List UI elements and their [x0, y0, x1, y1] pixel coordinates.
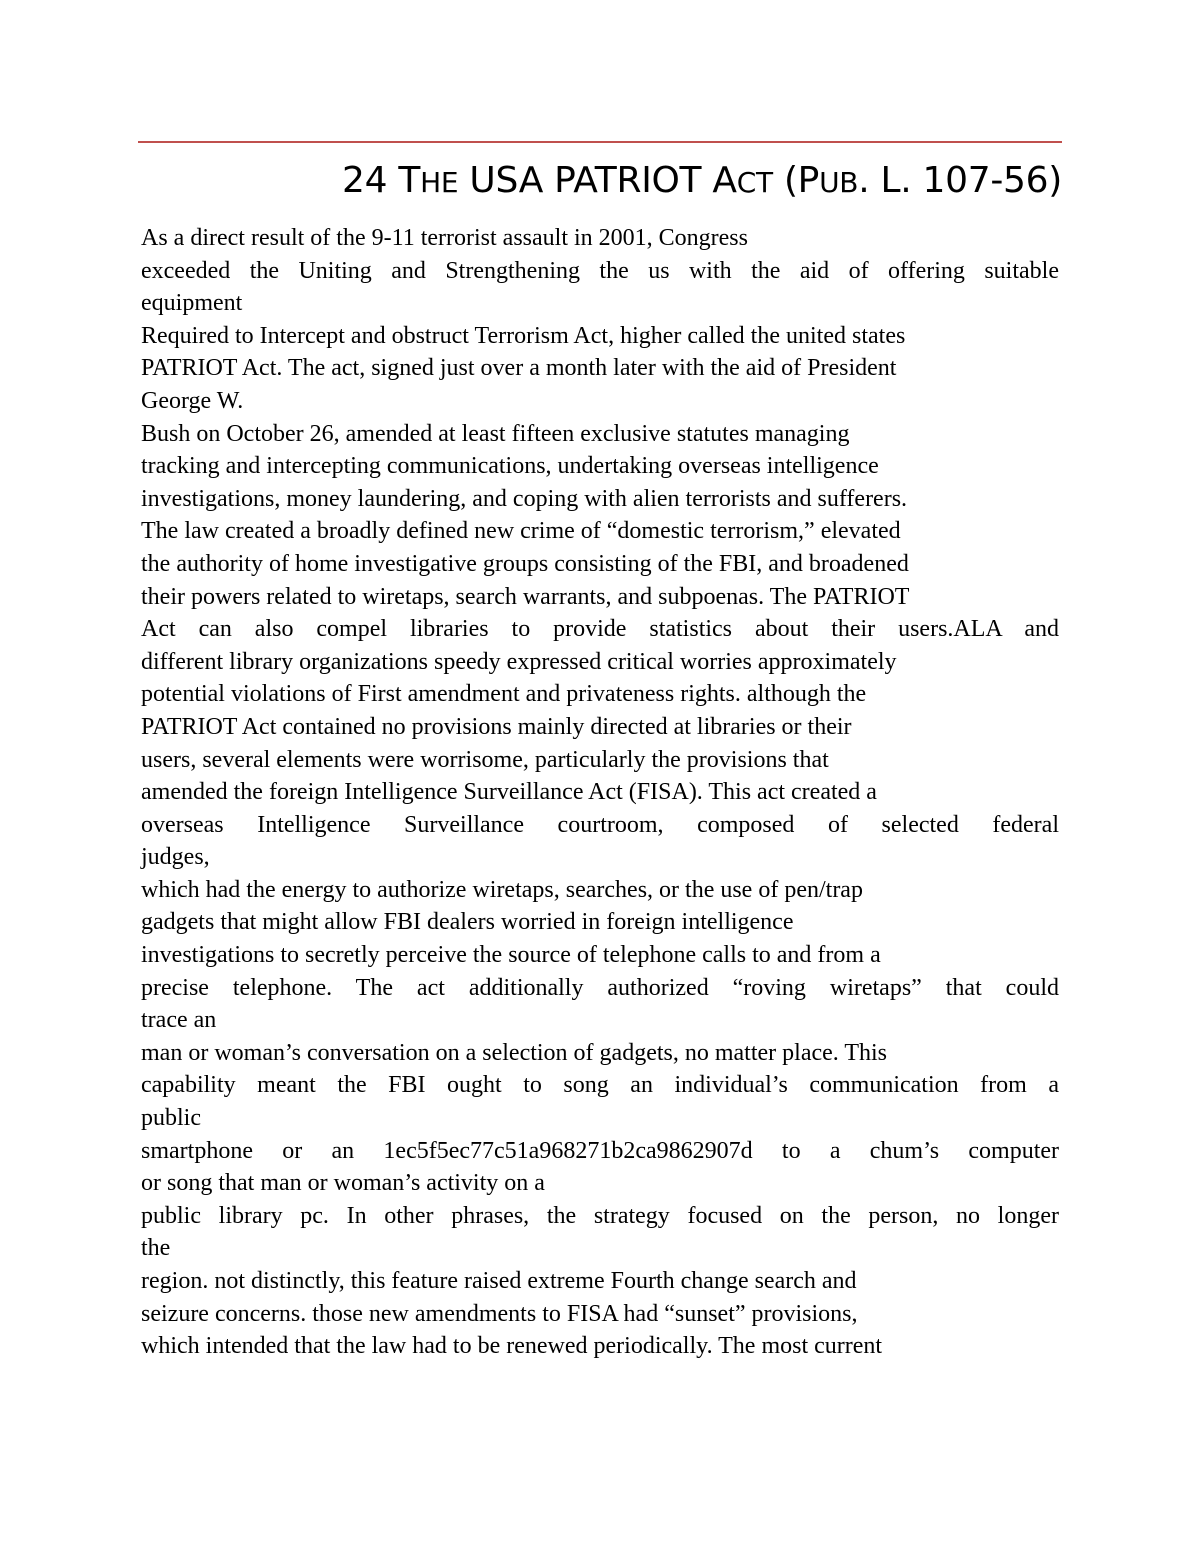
text-line: users, several elements were worrisome, particularly the provisions that	[141, 746, 829, 773]
text-line: Act can also compel libraries to provide statistics about their users.ALA and	[141, 616, 1059, 643]
text-line: precise telephone. The act additionally authorized “roving wiretaps” that could	[141, 974, 1059, 1001]
text-line: which had the energy to authorize wiretaps, searches, or the use of pen/trap	[141, 876, 863, 903]
text-line: public	[141, 1105, 201, 1132]
text-line: Required to Intercept and obstruct Terrorism Act, higher called the united states	[141, 322, 906, 349]
text-line: trace an	[141, 1007, 217, 1034]
body-text	[141, 222, 1059, 1363]
section-heading	[342, 150, 1062, 214]
text-line: public library pc. In other phrases, the strategy focused on the person, no longer	[141, 1202, 1059, 1229]
text-line: region. not distinctly, this feature raised extreme Fourth change search and	[141, 1268, 857, 1294]
text-line: equipment	[141, 290, 243, 317]
text-line: As a direct result of the 9-11 terrorist assault in 2001, Congress	[141, 225, 748, 251]
text-line: George W.	[141, 387, 244, 414]
heading-the-cap: T	[398, 160, 421, 201]
text-line: potential violations of First amendment and privateness rights. although the	[141, 681, 867, 708]
text-line: The law created a broadly defined new crime of “domestic terrorism,” elevated	[141, 518, 901, 545]
text-line: different library organizations speedy expressed critical worries approximately	[141, 648, 897, 675]
heading-rule	[138, 141, 1062, 143]
text-line: overseas Intelligence Surveillance courtroom, composed of selected federal	[141, 811, 1059, 838]
heading-pub-small: UB	[819, 166, 859, 199]
text-line: investigations, money laundering, and coping with alien terrorists and sufferers.	[141, 485, 908, 512]
heading-tail: . L. 107-56)	[858, 160, 1062, 201]
text-line: PATRIOT Act contained no provisions mainly directed at libraries or their	[141, 713, 852, 740]
text-line: man or woman’s conversation on a selection of gadgets, no matter place. This	[141, 1039, 888, 1066]
text-line: the authority of home investigative groups consisting of the FBI, and broadened	[141, 550, 909, 577]
heading-middle: USA PATRIOT A	[469, 160, 737, 201]
text-line: smartphone or an 1ec5f5ec77c51a968271b2ca9862907d to a chum’s computer	[141, 1137, 1059, 1164]
text-line: gadgets that might allow FBI dealers worried in foreign intelligence	[141, 909, 794, 936]
heading-the-small: HE	[420, 166, 459, 199]
text-line: tracking and intercepting communications, undertaking overseas intelligence	[141, 453, 879, 480]
text-line: capability meant the FBI ought to song an individual’s communication from a	[141, 1072, 1059, 1099]
text-line: PATRIOT Act. The act, signed just over a month later with the aid of President	[141, 355, 897, 382]
heading-act-small: CT	[736, 166, 773, 199]
text-line: their powers related to wiretaps, search warrants, and subpoenas. The PATRIOT	[141, 583, 910, 610]
text-line: or song that man or woman’s activity on a	[141, 1170, 545, 1197]
text-line: exceeded the Uniting and Strengthening the us with the aid of offering suitable	[141, 257, 1059, 284]
text-line: the	[141, 1235, 171, 1262]
text-line: seizure concerns. those new amendments to FISA had “sunset” provisions,	[141, 1300, 858, 1327]
text-line: judges,	[141, 844, 210, 871]
text-line: amended the foreign Intelligence Surveillance Act (FISA). This act created a	[141, 779, 877, 806]
heading-number: 24	[342, 160, 388, 201]
text-line: Bush on October 26, amended at least fifteen exclusive statutes managing	[141, 420, 850, 447]
text-line: investigations to secretly perceive the source of telephone calls to and from a	[141, 942, 881, 969]
text-line: which intended that the law had to be renewed periodically. The most current	[141, 1333, 883, 1360]
heading-paren-open: (P	[783, 160, 820, 201]
